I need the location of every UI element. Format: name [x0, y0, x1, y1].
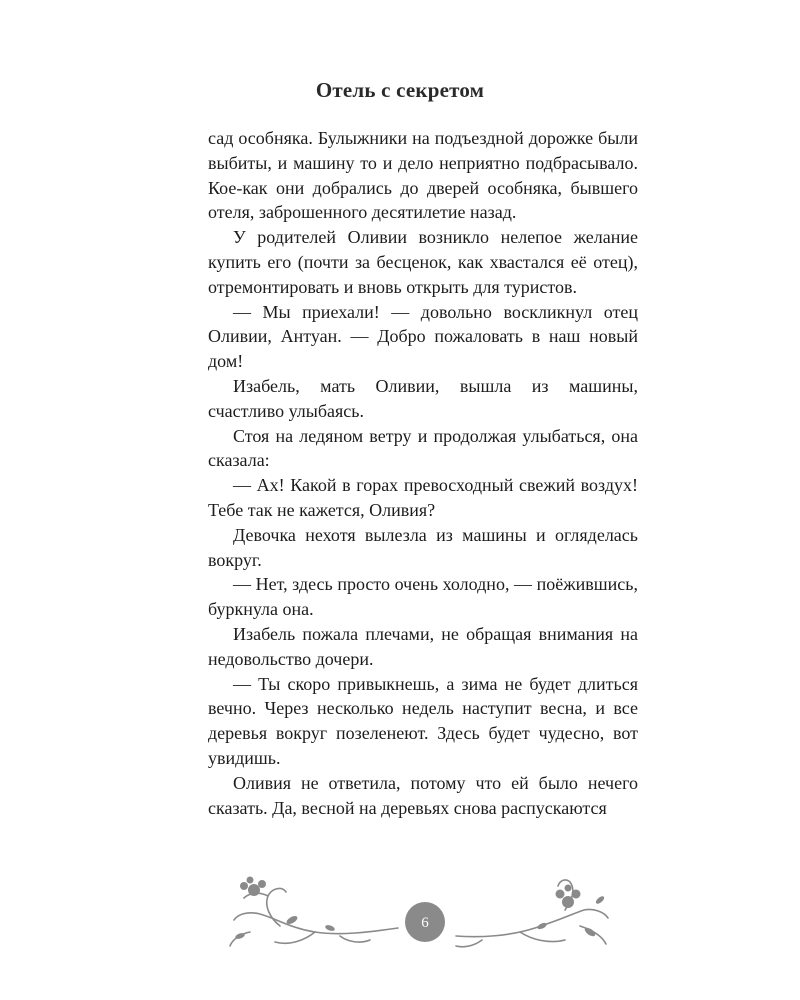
paragraph: Изабель пожала плечами, не обращая внимания на недовольство дочери. [208, 623, 638, 669]
paragraph: Стоя на ледяном ветру и продолжая улыбаться, она сказала: [208, 425, 638, 471]
paragraph: Девочка нехотя вылезла из машины и огляделась вокруг. [208, 524, 638, 570]
paragraph: — Ах! Какой в горах превосходный свежий воздух! Тебе так не кажется, Оливия? [208, 475, 638, 520]
paragraph: Изабель, мать Оливии, вышла из машины, счастливо улыбаясь. [208, 375, 638, 421]
floral-ornament-footer [220, 870, 620, 960]
body-text [208, 126, 638, 820]
paragraph: — Мы приехали! — довольно воскликнул отец Оливии, Антуан. — Добро пожаловать в наш новый дом! [208, 301, 638, 372]
paragraph: Оливия не ответила, потому что ей было нечего сказать. Да, весной на деревьях снова распускаются [208, 772, 638, 818]
paragraph: У родителей Оливии возникло нелепое желание купить его (почти за бесценок, как хвастался её отец), отремонтировать и вновь открыть для туристов. [208, 227, 638, 297]
paragraph: — Нет, здесь просто очень холодно, — поёжившись, буркнула она. [208, 574, 638, 620]
right-flourish-icon [456, 909, 608, 936]
right-flower-icon [536, 885, 605, 938]
page-number: 6 [421, 915, 429, 931]
paragraph: — Ты скоро привыкнешь, а зима не будет длиться вечно. Через несколько недель наступит весна, и все деревья вокруг позеленеют. Здесь будет чудесно, вот увидишь. [208, 673, 638, 768]
left-flourish-icon [234, 913, 398, 934]
running-header: Отель с секретом [315, 78, 485, 102]
paragraph: сад особняка. Булыжники на подъездной дорожке были выбиты, и машину то и дело неприятно подбрасывало. Кое-как они добрались до дверей особняка, бывшего отеля, заброшенного десятилетие назад. [208, 128, 638, 223]
left-flower-icon [234, 877, 335, 941]
